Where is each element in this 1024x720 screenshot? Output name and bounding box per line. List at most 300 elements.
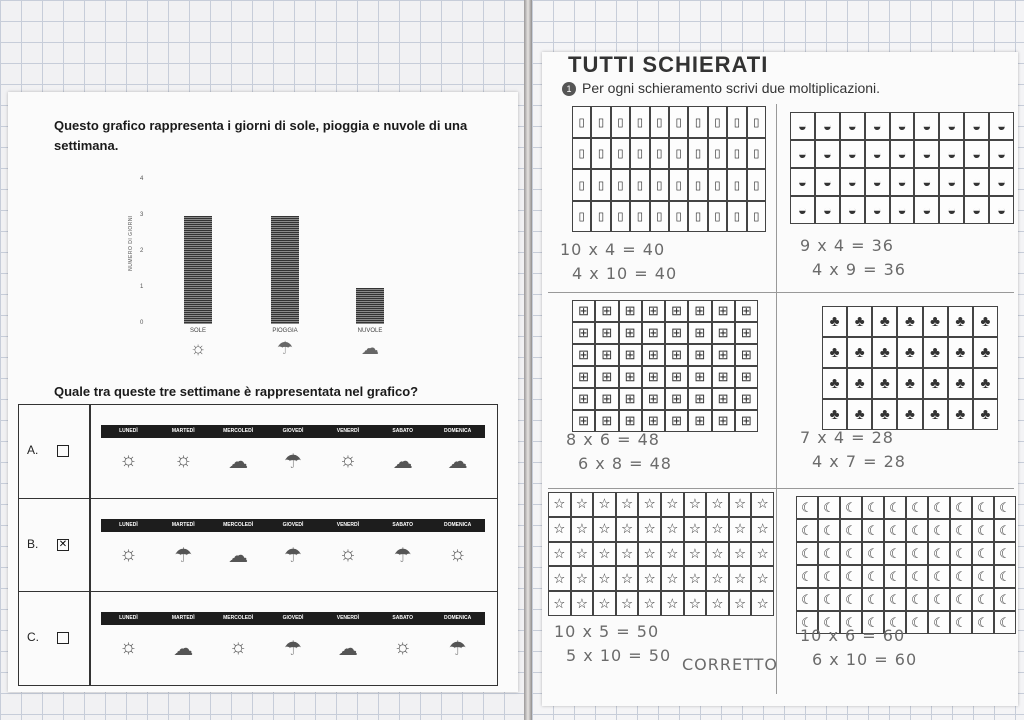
array-cell: ⊞	[665, 322, 688, 344]
array-cell: ☾	[906, 519, 928, 542]
day-label: MARTEDÌ	[171, 522, 195, 528]
array-cell: ☾	[796, 519, 818, 542]
weather-icon: ☂	[284, 638, 302, 660]
array-cell: ☆	[616, 542, 639, 567]
array-cell: ⊞	[712, 344, 735, 366]
array-cell: ☾	[884, 588, 906, 611]
array-cell: ☆	[571, 542, 594, 567]
array-cell: ▯	[630, 138, 649, 170]
weather-icon: ☼	[338, 449, 358, 471]
handwritten-equation: 10 x 5 = 50	[554, 622, 660, 641]
array-cell: ▯	[669, 106, 688, 138]
handwritten-equation: 10 x 4 = 40	[560, 240, 666, 259]
array-cell: ☆	[684, 517, 707, 542]
question-bottom: Quale tra queste tre settimane è rappresentata nel grafico?	[54, 384, 419, 399]
array-cell: ⊞	[735, 300, 758, 322]
array-cell: ▯	[591, 106, 610, 138]
option-checkbox[interactable]	[57, 445, 69, 457]
array-cell: ☾	[994, 588, 1016, 611]
handwritten-equation: 10 x 6 = 60	[800, 626, 906, 645]
array-cell: ▯	[572, 106, 591, 138]
array-cell: ▯	[708, 201, 727, 233]
array-cell: ▯	[630, 201, 649, 233]
array-cell: ⊞	[619, 322, 642, 344]
array-cell: ☆	[616, 517, 639, 542]
option-label: C.	[27, 630, 39, 644]
array-cell: ☆	[571, 492, 594, 517]
days-header	[101, 519, 485, 532]
array-cell: ☾	[972, 588, 994, 611]
array-cell: ☾	[818, 519, 840, 542]
array-cell: ◒	[939, 112, 964, 140]
array-cell: ⊞	[572, 300, 595, 322]
handwritten-equation: 9 x 4 = 36	[800, 236, 894, 255]
array-cell: ☆	[548, 542, 571, 567]
array-cell: ♣	[822, 306, 847, 337]
array-cell: ♣	[872, 306, 897, 337]
array-cell: ⊞	[595, 322, 618, 344]
array-cell: ◒	[914, 140, 939, 168]
array-cell: ☾	[972, 496, 994, 519]
array-cell: ☾	[840, 496, 862, 519]
array-cell: ▯	[591, 169, 610, 201]
weather-icon: ☁	[447, 451, 468, 473]
option-row	[19, 405, 497, 497]
array-cell: ♣	[923, 399, 948, 430]
array-cell: ☆	[706, 517, 729, 542]
array-cell: ☾	[884, 519, 906, 542]
array-cell: ◒	[964, 196, 989, 224]
array-cell: ◒	[914, 196, 939, 224]
array-cell: ▯	[611, 201, 630, 233]
weather-icon: ☁	[337, 638, 358, 660]
array-cell: ◒	[840, 168, 865, 196]
array-cell: ☾	[884, 496, 906, 519]
array-cell: ◒	[815, 140, 840, 168]
option-checkbox[interactable]	[57, 632, 69, 644]
array-cell: ⊞	[688, 410, 711, 432]
array-cell: ◒	[939, 140, 964, 168]
day-label: LUNEDÌ	[119, 522, 138, 528]
array-cell: ♣	[847, 337, 872, 368]
array-cell: ☾	[796, 588, 818, 611]
array-cell: ☆	[548, 591, 571, 616]
array-cell: ☆	[638, 542, 661, 567]
day-label: VENERDÌ	[336, 522, 359, 528]
array-cell: ◒	[865, 196, 890, 224]
section-divider-v	[776, 104, 777, 694]
array-cell: ◒	[890, 112, 915, 140]
array-cell: ☾	[862, 588, 884, 611]
array-cell: ☾	[906, 565, 928, 588]
bar-pioggia	[271, 216, 299, 324]
array-cell: ♣	[847, 368, 872, 399]
array-cell: ☆	[706, 542, 729, 567]
array-cell: ▯	[650, 138, 669, 170]
array-cell: ♣	[948, 306, 973, 337]
array-cell: ⊞	[572, 388, 595, 410]
array-cell: ▯	[708, 169, 727, 201]
array-cell: ☾	[928, 496, 950, 519]
array-cell: ☆	[638, 492, 661, 517]
array-cell: ☆	[729, 591, 752, 616]
array-cell: ☾	[818, 542, 840, 565]
day-label: SABATO	[392, 428, 414, 434]
array-cell: ⊞	[619, 366, 642, 388]
array-cell: ⊞	[595, 300, 618, 322]
array-cell: ☾	[862, 542, 884, 565]
array-cell: ⊞	[572, 366, 595, 388]
day-label: DOMENICA	[443, 522, 472, 528]
day-label: LUNEDÌ	[119, 428, 138, 434]
question-title: Questo grafico rappresenta i giorni di sole, pioggia e nuvole di una	[54, 118, 468, 133]
array-cell: ⊞	[712, 366, 735, 388]
array-cell: ☆	[638, 591, 661, 616]
array-cell: ♣	[973, 399, 998, 430]
array-cell: ♣	[948, 337, 973, 368]
weather-icon: ☁	[173, 638, 194, 660]
array-cell: ☆	[571, 591, 594, 616]
array-cell: ⊞	[712, 410, 735, 432]
array-cell: ☆	[751, 492, 774, 517]
weather-icon: ☂	[276, 338, 294, 358]
array-cell: ☆	[661, 492, 684, 517]
day-label: GIOVEDÌ	[282, 615, 304, 621]
array-cell: ▯	[572, 169, 591, 201]
array-cell: ⊞	[712, 322, 735, 344]
array-cell: ◒	[840, 112, 865, 140]
weather-icon: ☼	[119, 543, 138, 565]
array-cell: ▯	[669, 169, 688, 201]
array-cell: ☾	[972, 611, 994, 634]
array-cell: ☆	[661, 566, 684, 591]
array-cell: ▯	[591, 201, 610, 233]
array-cell: ☆	[638, 517, 661, 542]
day-label: DOMENICA	[443, 428, 472, 434]
array-grid	[548, 492, 774, 616]
array-cell: ▯	[688, 201, 707, 233]
page-title: TUTTI SCHIERATI	[568, 52, 769, 77]
array-cell: ☾	[840, 542, 862, 565]
array-cell: ▯	[630, 106, 649, 138]
bar-sole	[184, 216, 212, 324]
array-cell: ▯	[611, 169, 630, 201]
array-cell: ☆	[729, 517, 752, 542]
array-cell: ♣	[948, 368, 973, 399]
array-cell: ☆	[571, 517, 594, 542]
days-header	[101, 612, 485, 625]
array-cell: ⊞	[595, 388, 618, 410]
array-cell: ☆	[593, 517, 616, 542]
array-cell: ♣	[822, 399, 847, 430]
array-grid	[572, 106, 766, 232]
weather-icon: ☂	[174, 545, 193, 567]
array-cell: ⊞	[595, 410, 618, 432]
array-cell: ☆	[661, 542, 684, 567]
array-cell: ▯	[572, 138, 591, 170]
array-cell: ☾	[862, 496, 884, 519]
array-cell: ☾	[906, 542, 928, 565]
weather-icon: ☼	[119, 449, 138, 471]
day-label: MARTEDÌ	[171, 615, 195, 621]
array-cell: ⊞	[688, 388, 711, 410]
weather-row	[101, 636, 485, 661]
array-cell: ⊞	[735, 366, 758, 388]
array-cell: ♣	[897, 337, 922, 368]
array-cell: ♣	[847, 306, 872, 337]
array-cell: ☾	[950, 542, 972, 565]
array-cell: ⊞	[712, 388, 735, 410]
y-axis-label: NUMERO DI GIORNI	[128, 215, 134, 271]
handwritten-equation: 5 x 10 = 50	[566, 646, 672, 665]
day-label: MERCOLEDÌ	[223, 428, 254, 434]
array-cell: ⊞	[595, 344, 618, 366]
array-cell: ☆	[593, 566, 616, 591]
array-grid	[796, 496, 1016, 634]
array-cell: ◒	[815, 196, 840, 224]
array-cell: ⊞	[735, 344, 758, 366]
array-cell: ☆	[661, 517, 684, 542]
array-cell: ▯	[572, 201, 591, 233]
array-cell: ▯	[747, 138, 766, 170]
array-cell: ♣	[897, 306, 922, 337]
array-cell: ◒	[840, 140, 865, 168]
array-cell: ☆	[593, 591, 616, 616]
array-cell: ☾	[994, 565, 1016, 588]
day-label: GIOVEDÌ	[282, 428, 304, 434]
array-cell: ⊞	[642, 388, 665, 410]
array-cell: ◒	[890, 196, 915, 224]
array-cell: ♣	[872, 368, 897, 399]
bar-nuvole	[356, 288, 384, 324]
array-cell: ☾	[950, 588, 972, 611]
array-cell: ▯	[708, 106, 727, 138]
array-cell: ▯	[727, 201, 746, 233]
array-cell: ☾	[862, 611, 884, 634]
array-cell: ⊞	[688, 366, 711, 388]
array-cell: ☆	[593, 492, 616, 517]
array-cell: ⊞	[642, 410, 665, 432]
array-cell: ☆	[616, 591, 639, 616]
array-cell: ⊞	[665, 344, 688, 366]
array-cell: ☆	[751, 566, 774, 591]
notebook-spine	[524, 0, 532, 720]
day-label: SABATO	[392, 615, 414, 621]
array-cell: ▯	[669, 138, 688, 170]
array-cell: ☾	[796, 542, 818, 565]
handwritten-equation: 4 x 7 = 28	[812, 452, 906, 471]
array-cell: ☾	[906, 611, 928, 634]
option-checkbox[interactable]: ✕	[58, 539, 68, 550]
array-cell: ⊞	[595, 366, 618, 388]
array-cell: ☾	[994, 611, 1016, 634]
array-cell: ☆	[684, 591, 707, 616]
array-cell: ☾	[994, 496, 1016, 519]
array-cell: ☆	[661, 591, 684, 616]
array-cell: ☾	[928, 519, 950, 542]
array-cell: ☾	[840, 565, 862, 588]
array-cell: ☾	[972, 542, 994, 565]
array-cell: ⊞	[735, 410, 758, 432]
array-cell: ◒	[790, 196, 815, 224]
array-cell: ☾	[884, 565, 906, 588]
y-tick-label: 3	[140, 212, 144, 218]
handwritten-equation: 4 x 9 = 36	[812, 260, 906, 279]
array-cell: ♣	[897, 368, 922, 399]
array-cell: ⊞	[735, 322, 758, 344]
weather-icon: ☁	[228, 545, 249, 567]
array-cell: ▯	[630, 169, 649, 201]
day-label: LUNEDÌ	[119, 615, 138, 621]
array-cell: ▯	[727, 106, 746, 138]
array-cell: ▯	[650, 106, 669, 138]
array-cell: ☆	[548, 492, 571, 517]
weather-icon: ☼	[119, 636, 138, 658]
array-cell: ☾	[950, 565, 972, 588]
y-tick-label: 4	[140, 176, 144, 182]
array-cell: ♣	[923, 368, 948, 399]
day-label: MARTEDÌ	[171, 428, 195, 434]
array-cell: ⊞	[665, 388, 688, 410]
array-cell: ◒	[989, 168, 1014, 196]
weather-row	[101, 543, 485, 568]
array-cell: ♣	[948, 399, 973, 430]
array-cell: ⊞	[619, 344, 642, 366]
weather-icon: ☼	[393, 636, 412, 658]
array-cell: ☾	[884, 611, 906, 634]
array-cell: ☆	[548, 566, 571, 591]
array-cell: ◒	[865, 112, 890, 140]
handwritten-equation: 6 x 10 = 60	[812, 650, 918, 669]
array-cell: ☾	[818, 565, 840, 588]
weather-icon: ☁	[361, 338, 379, 358]
array-cell: ☾	[950, 519, 972, 542]
array-cell: ☾	[862, 565, 884, 588]
array-cell: ☆	[751, 591, 774, 616]
array-cell: ▯	[611, 138, 630, 170]
day-label: MERCOLEDÌ	[223, 522, 254, 528]
array-cell: ☆	[638, 566, 661, 591]
array-cell: ◒	[964, 140, 989, 168]
array-cell: ♣	[973, 337, 998, 368]
array-cell: ☾	[796, 565, 818, 588]
weather-icon: ☂	[393, 545, 412, 567]
array-grid	[822, 306, 998, 430]
array-cell: ☆	[593, 542, 616, 567]
array-cell: ☾	[796, 611, 818, 634]
array-cell: ♣	[923, 306, 948, 337]
array-cell: ☆	[706, 591, 729, 616]
array-cell: ☾	[862, 519, 884, 542]
weather-icon: ☂	[284, 451, 302, 473]
array-cell: ♣	[822, 337, 847, 368]
array-cell: ▯	[747, 106, 766, 138]
array-cell: ◒	[939, 196, 964, 224]
array-cell: ♣	[973, 306, 998, 337]
options-table	[18, 404, 498, 686]
section-divider-h1	[548, 292, 1014, 293]
array-cell: ☾	[840, 519, 862, 542]
array-cell: ◒	[840, 196, 865, 224]
array-cell: ☆	[729, 542, 752, 567]
array-cell: ⊞	[642, 322, 665, 344]
array-cell: ◒	[865, 168, 890, 196]
array-cell: ☆	[616, 492, 639, 517]
handwritten-equation: 7 x 4 = 28	[800, 428, 894, 447]
array-cell: ▯	[708, 138, 727, 170]
array-cell: ☆	[729, 492, 752, 517]
array-cell: ◒	[815, 112, 840, 140]
array-cell: ▯	[650, 169, 669, 201]
array-cell: ⊞	[572, 322, 595, 344]
array-cell: ◒	[790, 140, 815, 168]
array-cell: ▯	[669, 201, 688, 233]
array-cell: ☾	[972, 519, 994, 542]
array-cell: ♣	[923, 337, 948, 368]
array-cell: ☆	[684, 566, 707, 591]
array-cell: ♣	[872, 337, 897, 368]
array-cell: ☾	[906, 496, 928, 519]
weather-icon: ☼	[448, 543, 467, 565]
array-cell: ☾	[928, 588, 950, 611]
array-cell: ⊞	[642, 344, 665, 366]
handwritten-equation: 4 x 10 = 40	[572, 264, 678, 283]
array-cell: ◒	[815, 168, 840, 196]
weather-row	[101, 449, 485, 474]
array-cell: ▯	[611, 106, 630, 138]
array-cell: ☆	[751, 542, 774, 567]
array-cell: ◒	[939, 168, 964, 196]
array-cell: ☆	[706, 566, 729, 591]
array-cell: ⊞	[619, 410, 642, 432]
y-tick-label: 2	[140, 248, 144, 254]
array-cell: ◒	[964, 168, 989, 196]
array-cell: ☆	[706, 492, 729, 517]
array-cell: ⊞	[688, 300, 711, 322]
option-label: A.	[27, 443, 39, 457]
array-cell: ▯	[591, 138, 610, 170]
day-label: MERCOLEDÌ	[223, 615, 254, 621]
array-cell: ☾	[928, 542, 950, 565]
day-label: DOMENICA	[443, 615, 472, 621]
x-tick-label: PIOGGIA	[272, 328, 298, 334]
array-cell: ☾	[928, 611, 950, 634]
array-cell: ◒	[989, 140, 1014, 168]
array-cell: ⊞	[642, 300, 665, 322]
array-cell: ◒	[914, 112, 939, 140]
weather-icon: ☼	[189, 338, 207, 358]
x-tick-label: NUVOLE	[357, 328, 383, 334]
handwritten-equation: 6 x 8 = 48	[578, 454, 672, 473]
day-label: GIOVEDÌ	[282, 522, 304, 528]
option-row	[19, 591, 497, 684]
array-cell: ♣	[872, 399, 897, 430]
array-cell: ⊞	[572, 344, 595, 366]
array-cell: ☆	[684, 542, 707, 567]
array-cell: ◒	[890, 168, 915, 196]
array-cell: ☆	[751, 517, 774, 542]
days-header	[101, 425, 485, 438]
array-cell: ☾	[884, 542, 906, 565]
array-cell: ⊞	[688, 344, 711, 366]
array-cell: ◒	[989, 196, 1014, 224]
array-cell: ☾	[906, 588, 928, 611]
array-cell: ◒	[989, 112, 1014, 140]
instruction: Per ogni schieramento scrivi due moltiplicazioni.	[582, 80, 881, 96]
array-cell: ⊞	[572, 410, 595, 432]
question-title-cont: settimana.	[54, 138, 119, 153]
array-cell: ☾	[994, 519, 1016, 542]
